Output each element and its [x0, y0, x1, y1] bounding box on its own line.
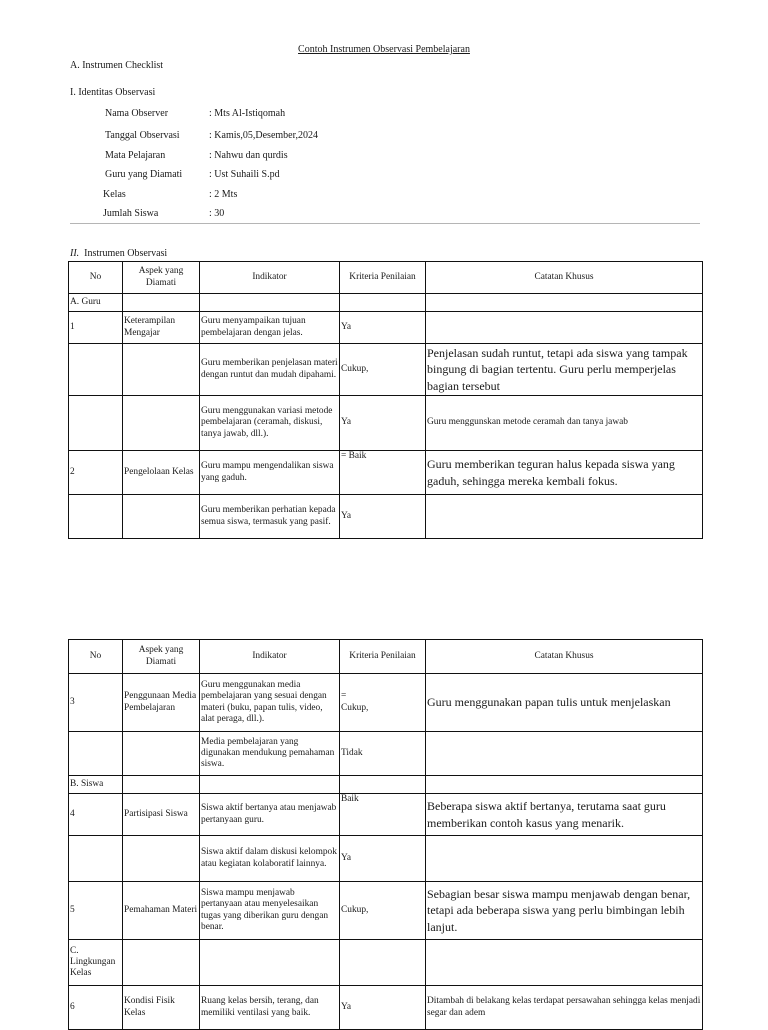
observation-table-2	[68, 639, 703, 1030]
cell-catatan	[426, 836, 703, 882]
cell-kriteria: Cukup,	[340, 344, 426, 396]
identity-label: Nama Observer	[105, 108, 169, 119]
identity-label: Jumlah Siswa	[103, 208, 159, 219]
cell-indikator: Siswa aktif bertanya atau menjawab pertanyaan guru.	[200, 794, 340, 836]
cell-aspek: Penggunaan Media Pembelajaran	[123, 674, 200, 732]
cell-no	[69, 495, 123, 539]
cell-catatan: Guru memberikan teguran halus kepada siswa yang gaduh, sehingga mereka kembali fokus.	[426, 451, 703, 495]
section-a-heading: A. Instrumen Checklist	[70, 60, 164, 71]
cell-kriteria: Baik	[340, 794, 426, 836]
cell-kriteria: Ya	[340, 986, 426, 1030]
cell-indikator: Guru menggunakan variasi metode pembelajaran (ceramah, diskusi, tanya jawab, dll.).	[200, 396, 340, 451]
section-ii-label: Instrumen Observasi	[84, 248, 168, 259]
cell-catatan: Ditambah di belakang kelas terdapat persawahan sehingga kelas menjadi segar dan adem	[426, 986, 703, 1030]
identity-value: : Nahwu dan qurdis	[209, 150, 288, 161]
cell-no	[69, 732, 123, 776]
header-aspek: Aspek yang Diamati	[123, 262, 200, 294]
cell-indikator: Guru menyampaikan tujuan pembelajaran dengan jelas.	[200, 312, 340, 344]
identity-value: : 2 Mts	[209, 189, 238, 200]
cell-indikator: Media pembelajaran yang digunakan mendukung pemahaman siswa.	[200, 732, 340, 776]
header-kriteria: Kriteria Penilaian	[340, 640, 426, 674]
header-catatan: Catatan Khusus	[426, 262, 703, 294]
section-ii-heading	[70, 248, 167, 259]
section-ii-number: II.	[70, 248, 80, 259]
group-label: A. Guru	[69, 294, 123, 312]
cell-catatan: Penjelasan sudah runtut, tetapi ada siswa yang tampak bingung di bagian tertentu. Guru perlu memperjelas bagian tersebut	[426, 344, 703, 396]
group-row	[69, 940, 703, 986]
cell-catatan	[426, 312, 703, 344]
cell-indikator: Siswa mampu menjawab pertanyaan atau menyelesaikan tugas yang diberikan guru dengan benar.	[200, 882, 340, 940]
cell-no	[69, 836, 123, 882]
cell-indikator: Guru mampu mengendalikan siswa yang gaduh.	[200, 451, 340, 495]
cell-catatan: Guru menggunakan papan tulis untuk menjelaskan	[426, 674, 703, 732]
group-row	[69, 294, 703, 312]
identity-label: Guru yang Diamati	[105, 169, 183, 180]
cell-kriteria: Tidak	[340, 732, 426, 776]
table-row	[69, 836, 703, 882]
identity-label: Kelas	[103, 189, 126, 200]
table-row	[69, 732, 703, 776]
identity-value: : Mts Al-Istiqomah	[209, 108, 286, 119]
cell-indikator: Guru menggunakan media pembelajaran yang sesuai dengan materi (buku, papan tulis, video, alat peraga, dll.).	[200, 674, 340, 732]
cell-aspek	[123, 396, 200, 451]
table-row	[69, 986, 703, 1030]
divider-line	[70, 223, 700, 224]
cell-no: 1	[69, 312, 123, 344]
cell-kriteria: Ya	[340, 495, 426, 539]
identity-value: : 30	[209, 208, 225, 219]
kriteria-value: Cukup,	[341, 702, 369, 713]
cell-aspek: Keterampilan Mengajar	[123, 312, 200, 344]
document-title: Contoh Instrumen Observasi Pembelajaran	[298, 44, 470, 55]
cell-no: 6	[69, 986, 123, 1030]
identity-label: Tanggal Observasi	[105, 130, 180, 141]
cell-no	[69, 396, 123, 451]
identity-value: : Kamis,05,Desember,2024	[209, 130, 319, 141]
section-i-heading: I. Identitas Observasi	[70, 87, 156, 98]
table-row	[69, 312, 703, 344]
cell-indikator: Guru memberikan penjelasan materi dengan runtut dan mudah dipahami.	[200, 344, 340, 396]
cell-kriteria	[340, 674, 426, 732]
observation-table-1	[68, 261, 703, 539]
group-label: C. Lingkungan Kelas	[69, 940, 123, 986]
header-indikator: Indikator	[200, 262, 340, 294]
cell-no: 4	[69, 794, 123, 836]
header-kriteria: Kriteria Penilaian	[340, 262, 426, 294]
table-row	[69, 396, 703, 451]
cell-catatan: Beberapa siswa aktif bertanya, terutama saat guru memberikan contoh kasus yang menarik.	[426, 794, 703, 836]
cell-catatan	[426, 732, 703, 776]
table-header-row	[69, 262, 703, 294]
kriteria-mark: =	[341, 691, 347, 702]
cell-aspek	[123, 836, 200, 882]
table-row	[69, 495, 703, 539]
table-row	[69, 451, 703, 495]
group-label: B. Siswa	[69, 776, 123, 794]
table-row	[69, 344, 703, 396]
cell-aspek: Kondisi Fisik Kelas	[123, 986, 200, 1030]
table-row	[69, 794, 703, 836]
cell-indikator: Ruang kelas bersih, terang, dan memiliki ventilasi yang baik.	[200, 986, 340, 1030]
header-no: No	[69, 262, 123, 294]
cell-no: 2	[69, 451, 123, 495]
cell-indikator: Guru memberikan perhatian kepada semua siswa, termasuk yang pasif.	[200, 495, 340, 539]
header-no: No	[69, 640, 123, 674]
cell-catatan: Sebagian besar siswa mampu menjawab dengan benar, tetapi ada beberapa siswa yang perlu bimbingan lebih lanjut.	[426, 882, 703, 940]
table-row	[69, 674, 703, 732]
header-indikator: Indikator	[200, 640, 340, 674]
cell-catatan	[426, 495, 703, 539]
identity-label: Mata Pelajaran	[105, 150, 166, 161]
group-row	[69, 776, 703, 794]
identity-value: : Ust Suhaili S.pd	[209, 169, 280, 180]
cell-kriteria: Ya	[340, 396, 426, 451]
cell-aspek	[123, 344, 200, 396]
cell-aspek: Partisipasi Siswa	[123, 794, 200, 836]
cell-catatan: Guru menggunskan metode ceramah dan tanya jawab	[426, 396, 703, 451]
header-catatan: Catatan Khusus	[426, 640, 703, 674]
cell-kriteria: = Baik	[340, 451, 426, 495]
table-row	[69, 882, 703, 940]
cell-kriteria: Ya	[340, 312, 426, 344]
cell-indikator: Siswa aktif dalam diskusi kelompok atau kegiatan kolaboratif lainnya.	[200, 836, 340, 882]
cell-no: 5	[69, 882, 123, 940]
cell-kriteria: Ya	[340, 836, 426, 882]
cell-no: 3	[69, 674, 123, 732]
table-header-row	[69, 640, 703, 674]
cell-aspek: Pengelolaan Kelas	[123, 451, 200, 495]
cell-kriteria: Cukup,	[340, 882, 426, 940]
cell-aspek	[123, 732, 200, 776]
cell-no	[69, 344, 123, 396]
cell-aspek	[123, 495, 200, 539]
header-aspek: Aspek yang Diamati	[123, 640, 200, 674]
cell-aspek: Pemahaman Materi	[123, 882, 200, 940]
